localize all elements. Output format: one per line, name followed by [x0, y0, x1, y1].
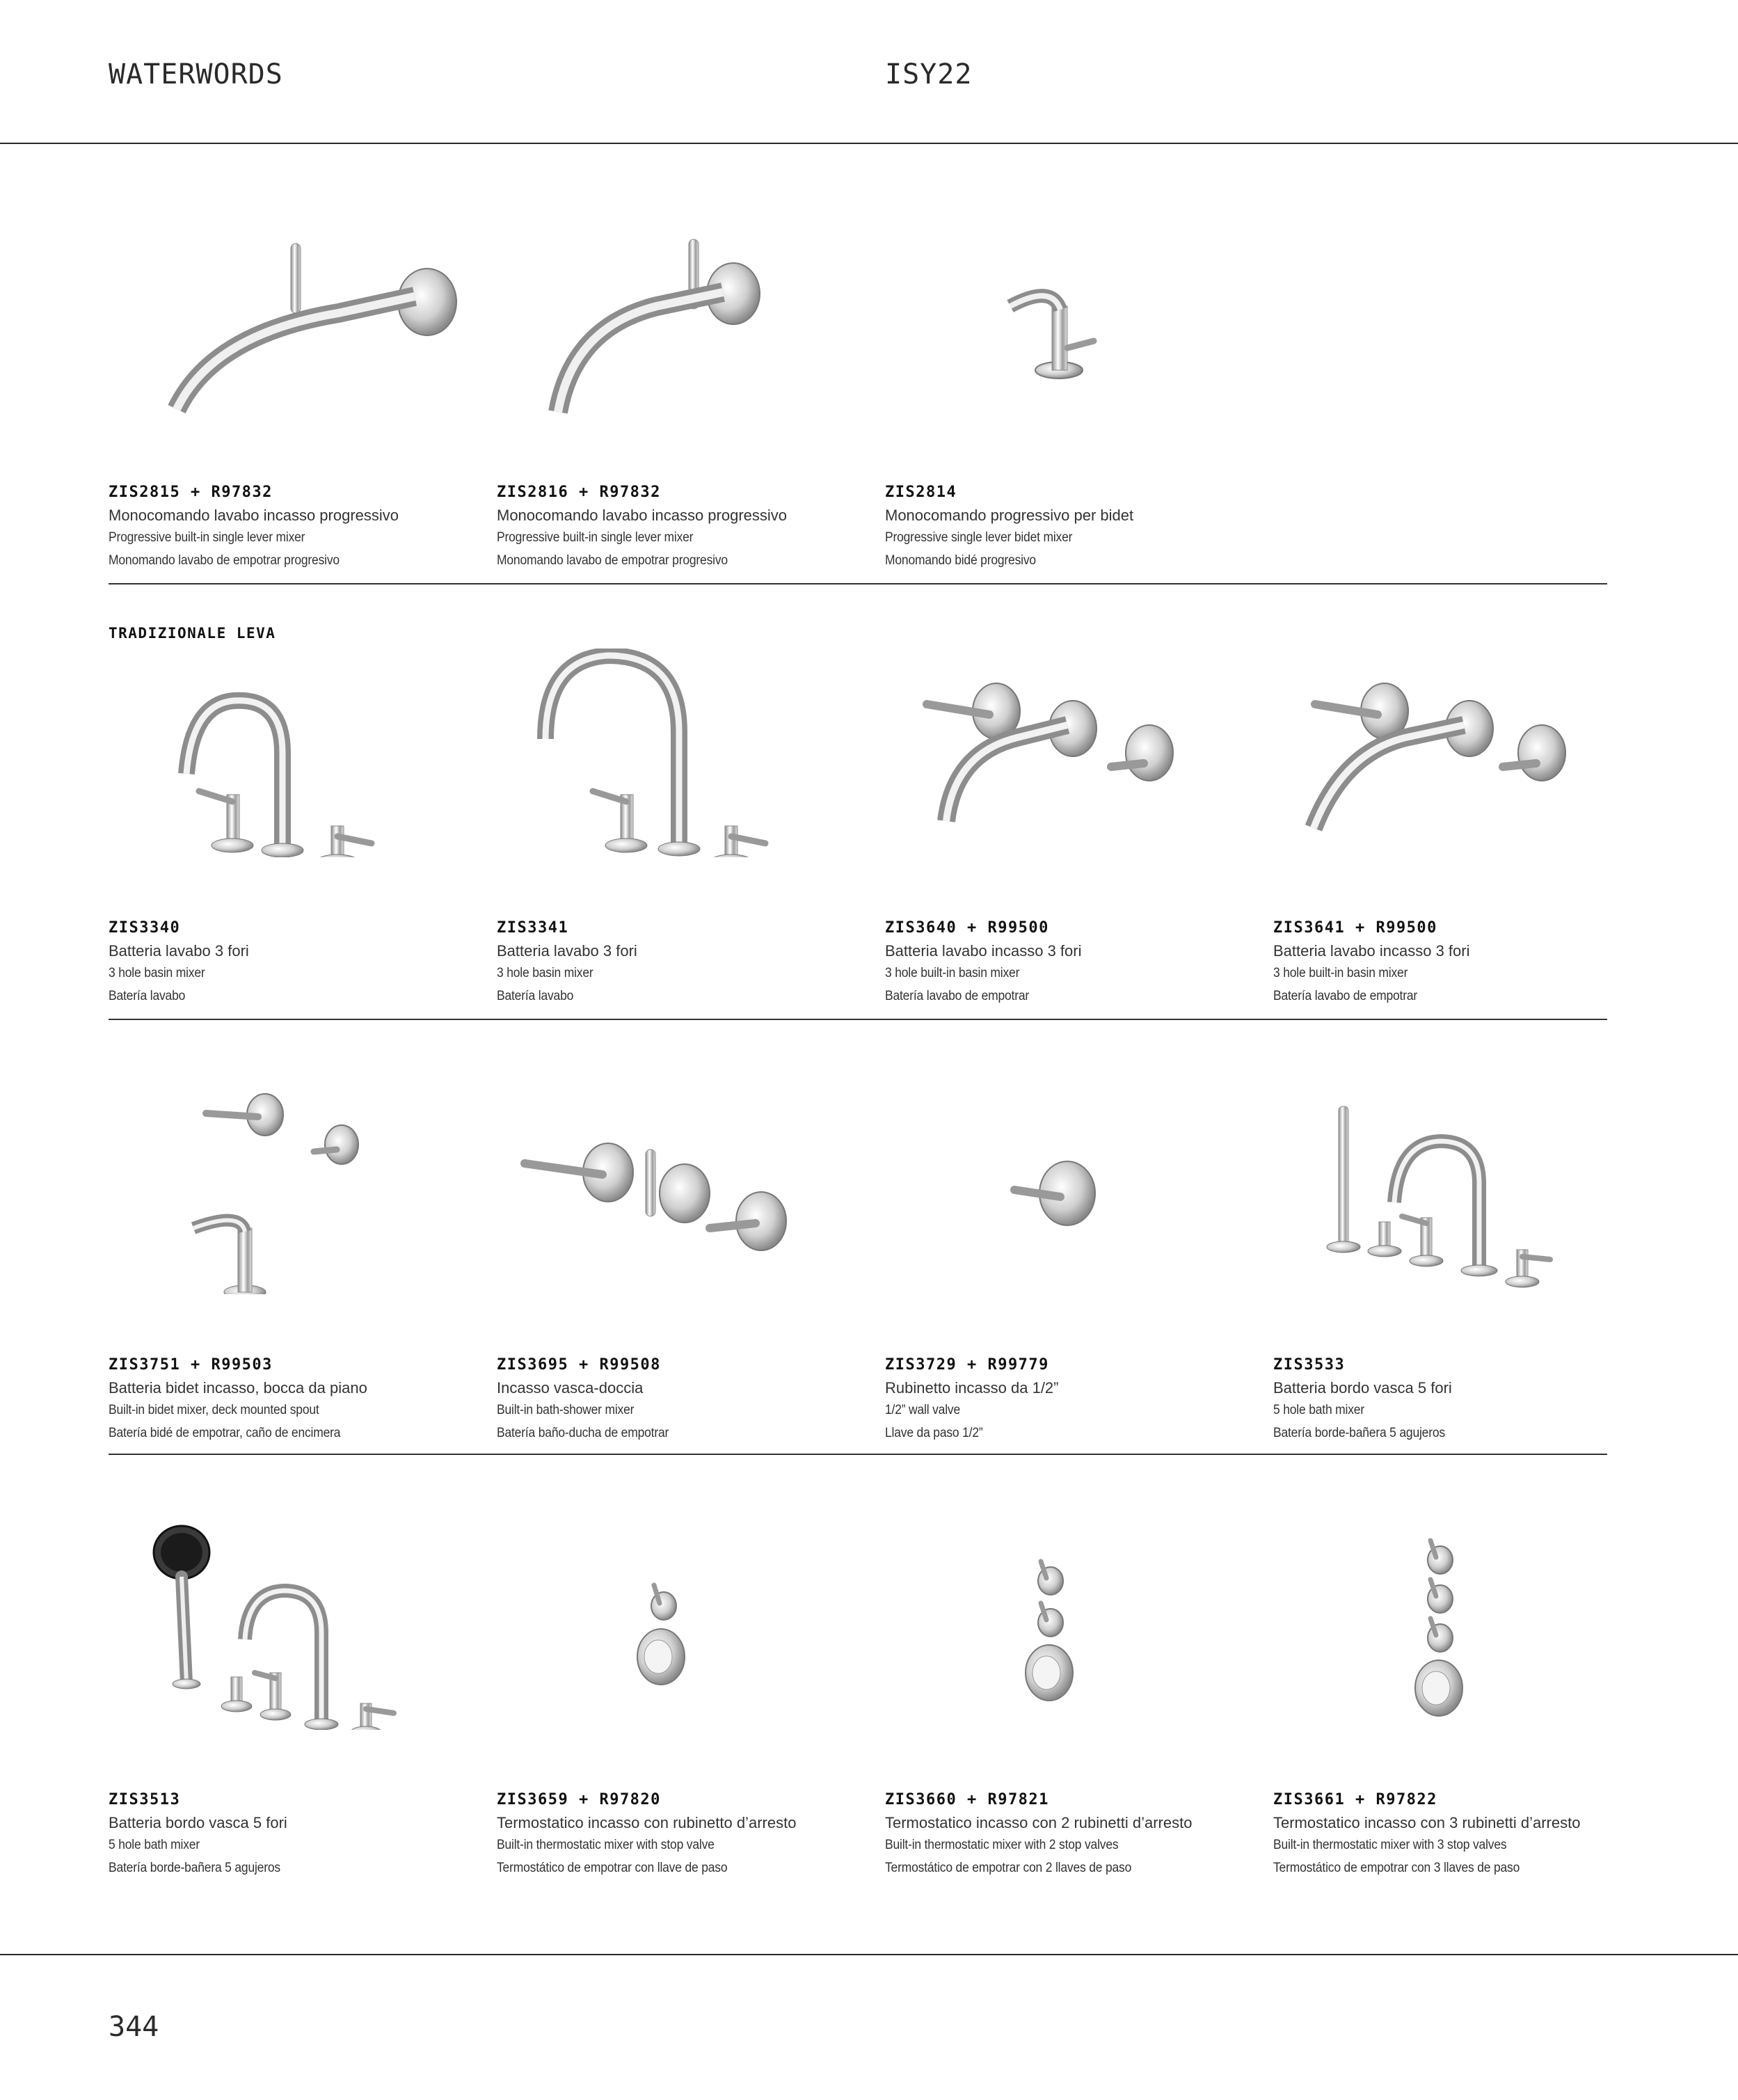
five-hole-bath-mixer-icon — [1273, 1085, 1649, 1294]
product-name-es: Termostático de empotrar con 3 llaves de paso — [1273, 1861, 1520, 1875]
product-name-it: Incasso vasca-doccia — [497, 1379, 644, 1397]
product-name-it: Termostatico incasso con 3 rubinetti d’arresto — [1273, 1814, 1581, 1831]
footer-rule — [0, 1954, 1738, 1955]
product-name-es: Monomando bidé progresivo — [885, 553, 1036, 568]
product-name-es: Termostático de empotrar con llave de paso — [497, 1861, 728, 1875]
wall-valve-icon — [885, 1085, 1261, 1294]
header-rule — [0, 143, 1738, 144]
product-name-es: Monomando lavabo de empotrar progresivo — [109, 553, 340, 568]
collection-title: ISY22 — [885, 58, 973, 90]
product-code: ZIS3751 + R99503 — [109, 1356, 273, 1374]
product-name-it: Batteria lavabo incasso 3 fori — [885, 942, 1082, 960]
product-code: ZIS3641 + R99500 — [1273, 919, 1437, 937]
product-name-es: Batería lavabo — [109, 989, 186, 1003]
product-name-it: Batteria bordo vasca 5 fori — [1273, 1379, 1452, 1397]
product-code: ZIS3341 — [497, 919, 569, 937]
product-name-en: 5 hole bath mixer — [1273, 1403, 1364, 1417]
product-code: ZIS3640 + R99500 — [885, 919, 1049, 937]
thermostatic-mixer-1-valve-icon — [497, 1521, 872, 1730]
row-separator — [109, 583, 1607, 584]
built-in-basin-mixer-long-icon — [1273, 649, 1649, 857]
bath-shower-mixer-icon — [497, 1085, 872, 1294]
product-name-es: Batería bidé de empotrar, caño de encimera — [109, 1426, 341, 1440]
product-name-en: 5 hole bath mixer — [109, 1838, 200, 1852]
product-name-es: Batería lavabo — [497, 989, 574, 1003]
product-name-es: Batería borde-bañera 5 agujeros — [109, 1861, 280, 1875]
product-name-it: Batteria lavabo 3 fori — [109, 942, 249, 960]
product-code: ZIS3660 + R97821 — [885, 1791, 1049, 1808]
product-name-it: Monocomando progressivo per bidet — [885, 507, 1134, 524]
product-name-es: Monomando lavabo de empotrar progresivo — [497, 553, 728, 568]
product-name-en: Progressive single lever bidet mixer — [885, 530, 1073, 545]
product-name-it: Batteria lavabo 3 fori — [497, 942, 637, 960]
product-name-it: Monocomando lavabo incasso progressivo — [109, 507, 399, 524]
brand-title: WATERWORDS — [109, 58, 283, 90]
product-name-en: Progressive built-in single lever mixer — [109, 530, 305, 545]
row-separator — [109, 1454, 1607, 1455]
product-name-en: Built-in bidet mixer, deck mounted spout — [109, 1403, 319, 1417]
built-in-basin-mixer-icon — [885, 649, 1261, 857]
product-name-it: Termostatico incasso con 2 rubinetti d’arresto — [885, 1814, 1193, 1831]
product-name-it: Batteria bidet incasso, bocca da piano — [109, 1379, 367, 1397]
product-code: ZIS3340 — [109, 919, 181, 937]
product-name-en: 3 hole basin mixer — [497, 966, 593, 980]
product-name-en: 3 hole built-in basin mixer — [885, 966, 1020, 980]
product-code: ZIS3695 + R99508 — [497, 1356, 661, 1374]
product-name-es: Batería lavabo de empotrar — [1273, 989, 1418, 1003]
bidet-mixer-icon — [885, 230, 1261, 438]
built-in-bidet-mixer-icon — [109, 1085, 484, 1294]
product-name-es: Termostático de empotrar con 2 llaves de paso — [885, 1861, 1132, 1875]
section-label: TRADIZIONALE LEVA — [109, 625, 276, 642]
product-name-it: Rubinetto incasso da 1/2” — [885, 1379, 1059, 1397]
product-name-en: Built-in bath-shower mixer — [497, 1403, 635, 1417]
product-name-it: Monocomando lavabo incasso progressivo — [497, 507, 788, 524]
product-name-es: Batería lavabo de empotrar — [885, 989, 1030, 1003]
wall-spout-long-icon — [497, 230, 872, 438]
five-hole-bath-mixer-handshower-icon — [109, 1521, 484, 1730]
product-name-en: Progressive built-in single lever mixer — [497, 530, 694, 545]
product-name-es: Batería baño-ducha de empotrar — [497, 1426, 669, 1440]
thermostatic-mixer-2-valves-icon — [885, 1521, 1261, 1730]
thermostatic-mixer-3-valves-icon — [1273, 1521, 1649, 1730]
product-code: ZIS3513 — [109, 1791, 181, 1808]
product-code: ZIS2816 + R97832 — [497, 484, 661, 501]
three-hole-basin-mixer-icon — [109, 649, 484, 857]
product-name-en: 3 hole built-in basin mixer — [1273, 966, 1408, 980]
product-code: ZIS2814 — [885, 484, 957, 501]
product-name-en: Built-in thermostatic mixer with stop valve — [497, 1838, 715, 1852]
wall-spout-icon — [109, 230, 484, 438]
product-code: ZIS3533 — [1273, 1356, 1346, 1374]
product-name-it: Termostatico incasso con rubinetto d’arresto — [497, 1814, 797, 1831]
page-number: 344 — [109, 2011, 159, 2043]
product-name-en: 1/2” wall valve — [885, 1403, 960, 1417]
product-name-es: Llave da paso 1/2” — [885, 1426, 983, 1440]
product-code: ZIS3659 + R97820 — [497, 1791, 661, 1808]
product-code: ZIS3729 + R99779 — [885, 1356, 1049, 1374]
three-hole-basin-mixer-tall-icon — [497, 649, 872, 857]
row-separator — [109, 1019, 1607, 1020]
product-code: ZIS2815 + R97832 — [109, 484, 273, 501]
product-name-it: Batteria lavabo incasso 3 fori — [1273, 942, 1470, 960]
product-name-en: 3 hole basin mixer — [109, 966, 205, 980]
product-code: ZIS3661 + R97822 — [1273, 1791, 1437, 1808]
product-name-en: Built-in thermostatic mixer with 2 stop valves — [885, 1838, 1119, 1852]
product-name-es: Batería borde-bañera 5 agujeros — [1273, 1426, 1445, 1440]
product-name-it: Batteria bordo vasca 5 fori — [109, 1814, 287, 1831]
product-name-en: Built-in thermostatic mixer with 3 stop valves — [1273, 1838, 1507, 1852]
